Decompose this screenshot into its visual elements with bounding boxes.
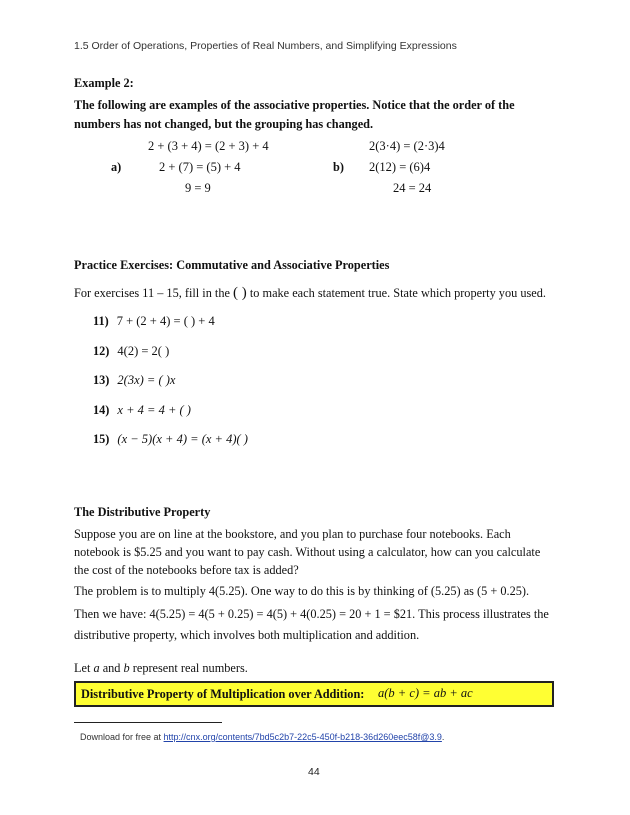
footnote xyxy=(80,732,444,742)
exercise-expression: 2(3x) = ( )x xyxy=(117,373,176,387)
footnote-tail: . xyxy=(441,732,445,742)
example-a-line-1: 2 + (3 + 4) = (2 + 3) + 4 xyxy=(148,139,269,153)
exercise-number: 12) xyxy=(93,344,110,358)
exercise-expression: x + 4 = 4 + ( ) xyxy=(117,403,191,417)
practice-instr-paren: ( ) xyxy=(233,285,247,301)
let-statement xyxy=(74,661,248,676)
practice-instructions xyxy=(74,285,546,302)
practice-instr-after: to make each statement true. State which property you used. xyxy=(249,286,546,300)
practice-instr-before: For exercises 11 – 15, fill in the xyxy=(74,286,230,300)
let-post: represent real numbers. xyxy=(129,661,248,675)
example-a-line-3: 9 = 9 xyxy=(185,181,211,195)
example-b-label: b) xyxy=(333,160,344,174)
exercise-number: 11) xyxy=(93,314,109,328)
exercise-expression: 4(2) = 2( ) xyxy=(117,344,170,358)
distributive-p1-line-2: notebook is $5.25 and you want to pay cash. Without using a calculator, how can you calculate xyxy=(74,545,541,559)
running-header: 1.5 Order of Operations, Properties of Real Numbers, and Simplifying Expressions xyxy=(74,40,457,52)
example-a-label: a) xyxy=(111,160,122,174)
page-number: 44 xyxy=(308,766,320,778)
footnote-link[interactable]: http://cnx.org/contents/7bd5c2b7-22c5-450f-b218-36d260eec58f@3.9 xyxy=(163,732,442,742)
exercise-item xyxy=(93,401,191,419)
example-intro-line-1: The following are examples of the associative properties. Notice that the order of the xyxy=(74,98,515,112)
footnote-text: Download for free at xyxy=(80,732,164,742)
example-b-line-1: 2(3·4) = (2·3)4 xyxy=(369,139,445,153)
example-a-line-2: 2 + (7) = (5) + 4 xyxy=(159,160,241,174)
let-var-a: a xyxy=(93,661,100,675)
example-b-line-2: 2(12) = (6)4 xyxy=(369,160,431,174)
practice-heading: Practice Exercises: Commutative and Associative Properties xyxy=(74,258,390,272)
exercise-item xyxy=(93,371,175,389)
footnote-rule xyxy=(74,722,222,723)
example-b-line-3: 24 = 24 xyxy=(393,181,432,195)
exercise-number: 15) xyxy=(93,432,110,446)
exercise-item xyxy=(93,312,215,330)
exercise-item xyxy=(93,430,248,448)
example-heading: Example 2: xyxy=(74,76,134,90)
let-pre: Let xyxy=(74,661,94,675)
distributive-p1-line-3: the cost of the notebooks before tax is added? xyxy=(74,563,299,577)
let-var-b: b xyxy=(123,661,130,675)
exercise-expression: 7 + (2 + 4) = ( ) + 4 xyxy=(116,314,215,328)
distributive-heading: The Distributive Property xyxy=(74,505,211,519)
exercise-number: 14) xyxy=(93,403,110,417)
distributive-p2-line-3: distributive property, which involves both multiplication and addition. xyxy=(74,628,420,642)
distributive-p2-line-2: Then we have: 4(5.25) = 4(5 + 0.25) = 4(5) + 4(0.25) = 20 + 1 = $21. This process illustrates the xyxy=(74,607,549,621)
distributive-p1-line-1: Suppose you are on line at the bookstore, and you plan to purchase four notebooks. Each xyxy=(74,527,511,541)
property-box-label: Distributive Property of Multiplication over Addition: xyxy=(81,687,365,701)
property-box-formula: a(b + c) = ab + ac xyxy=(378,686,473,700)
distributive-p2-line-1: The problem is to multiply 4(5.25). One way to do this is by thinking of (5.25) as (5 + 0.25). xyxy=(74,584,530,598)
example-intro-line-2: numbers has not changed, but the grouping has changed. xyxy=(74,117,374,131)
exercise-item xyxy=(93,342,169,360)
exercise-number: 13) xyxy=(93,373,110,387)
exercise-expression: (x − 5)(x + 4) = (x + 4)( ) xyxy=(117,432,248,446)
let-mid: and xyxy=(99,661,124,675)
